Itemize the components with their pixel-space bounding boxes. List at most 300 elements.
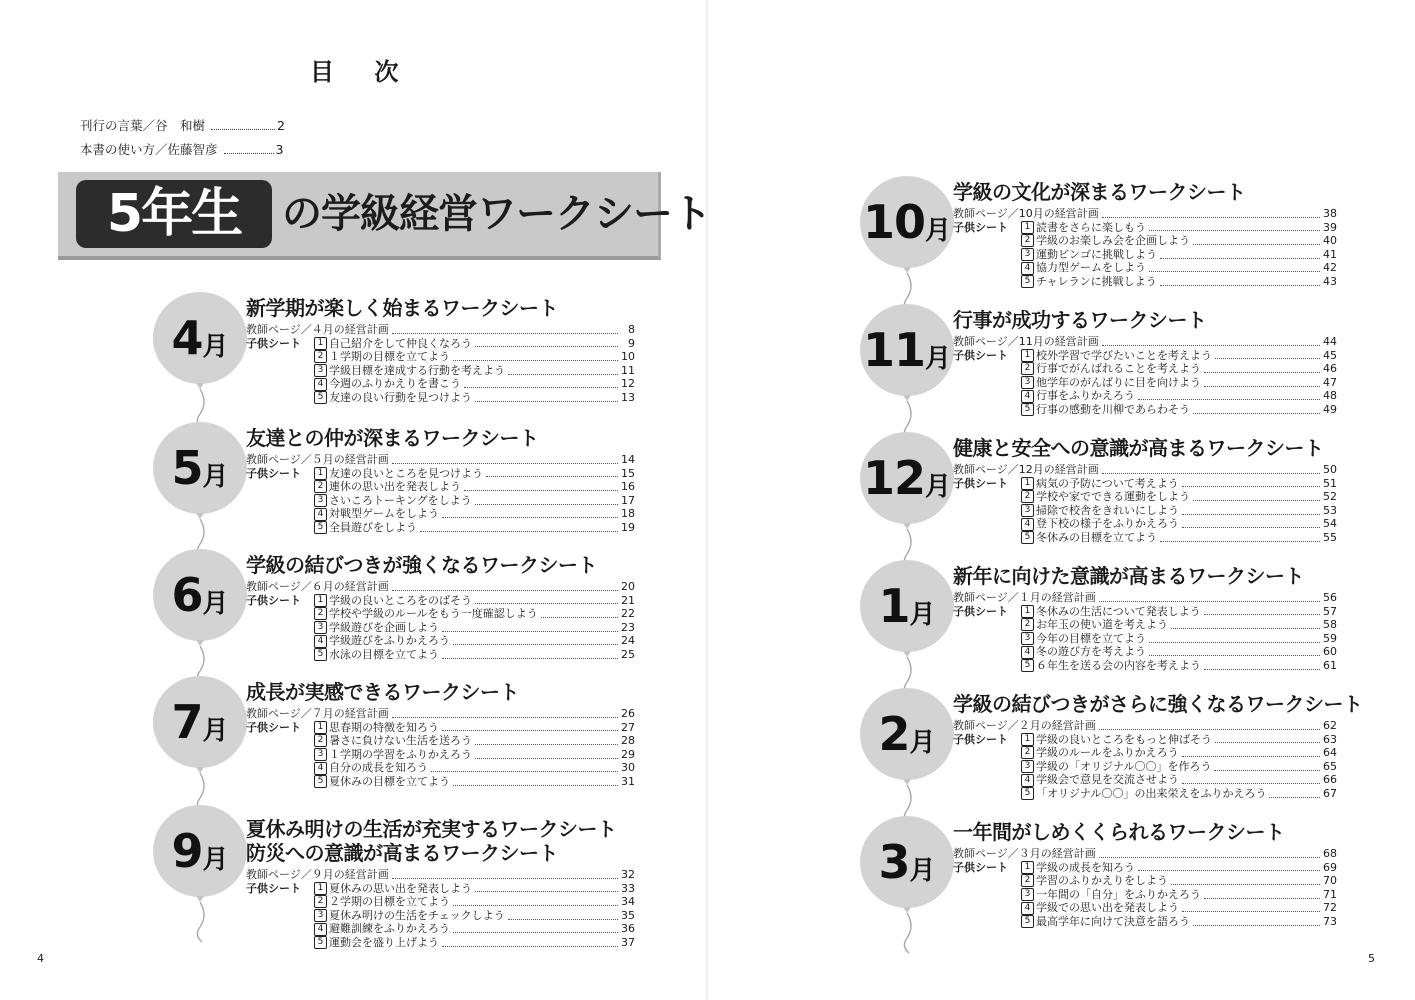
dot-leader bbox=[453, 637, 618, 645]
month-unit: 月 bbox=[909, 727, 936, 758]
child-sheet-entry[interactable] bbox=[953, 645, 1337, 659]
entry-list bbox=[953, 335, 1337, 417]
month-unit: 月 bbox=[202, 331, 229, 362]
item-number-box: 5 bbox=[1021, 659, 1034, 672]
section-title[interactable]: 一年間がしめくくられるワークシート bbox=[953, 820, 1285, 844]
teacher-page-entry[interactable] bbox=[953, 847, 1337, 861]
dot-leader bbox=[1182, 479, 1320, 487]
item-number-box: 3 bbox=[1021, 632, 1034, 645]
dot-leader bbox=[475, 497, 618, 505]
entry-text: 他学年のがんばりに目を向けよう bbox=[1036, 375, 1201, 389]
section-title[interactable]: 新年に向けた意識が高まるワークシート bbox=[953, 564, 1304, 588]
entry-text: 学級の「オリジナル〇〇」を作ろう bbox=[1036, 759, 1212, 773]
entry-text: 冬休みの生活について発表しよう bbox=[1036, 604, 1201, 618]
section-title[interactable]: 防災への意識が高まるワークシート bbox=[246, 841, 558, 865]
child-sheet-entry[interactable] bbox=[246, 494, 635, 508]
entry-text: ６年生を送る会の内容を考えよう bbox=[1036, 658, 1201, 672]
section-title[interactable]: 学級の結びつきが強くなるワークシート bbox=[246, 553, 597, 577]
child-sheet-entry[interactable] bbox=[953, 888, 1337, 902]
child-sheet-entry[interactable] bbox=[246, 922, 635, 936]
child-sheet-entry[interactable] bbox=[246, 364, 635, 378]
front-matter-entry[interactable] bbox=[80, 140, 283, 158]
child-sheet-entry[interactable] bbox=[953, 787, 1337, 801]
entry-text: 友達の良い行動を見つけよう bbox=[329, 390, 472, 404]
teacher-page-entry[interactable] bbox=[246, 580, 635, 594]
child-sheet-entry[interactable] bbox=[246, 909, 635, 923]
child-sheet-entry[interactable] bbox=[246, 634, 635, 648]
item-number-box: 4 bbox=[314, 508, 327, 521]
month-unit: 月 bbox=[202, 715, 229, 746]
child-sheet-entry[interactable] bbox=[246, 521, 635, 535]
child-sheet-entry[interactable] bbox=[953, 861, 1337, 875]
teacher-page-entry[interactable] bbox=[953, 335, 1337, 349]
child-sheet-entry[interactable] bbox=[953, 901, 1337, 915]
teacher-page-entry[interactable] bbox=[246, 707, 635, 721]
entry-page: 40 bbox=[1323, 234, 1337, 248]
entry-text: １学期の学習をふりかえろう bbox=[329, 747, 472, 761]
month-number: 11 bbox=[862, 323, 925, 377]
child-sheet-entry[interactable] bbox=[246, 621, 635, 635]
month-label bbox=[857, 686, 957, 782]
month-unit: 月 bbox=[909, 599, 936, 630]
entry-text: 掃除で校舎をきれいにしよう bbox=[1036, 503, 1179, 517]
child-sheet-entry[interactable] bbox=[953, 632, 1337, 646]
entry-page: 27 bbox=[621, 720, 635, 734]
entry-text: 登下校の様子をふりかえろう bbox=[1036, 517, 1179, 531]
item-number-box: 1 bbox=[1021, 349, 1034, 362]
entry-page: 54 bbox=[1323, 517, 1337, 531]
dot-leader bbox=[453, 778, 618, 786]
child-sheet-entry[interactable] bbox=[953, 275, 1337, 289]
row-tag: 子供シート bbox=[953, 604, 1008, 618]
row-tag: 子供シート bbox=[246, 881, 301, 895]
item-number-box: 2 bbox=[1021, 618, 1034, 631]
grade-badge: 5年生 bbox=[76, 180, 272, 248]
entry-text: 夏休み明けの生活をチェックしよう bbox=[329, 908, 505, 922]
dot-leader bbox=[1149, 635, 1320, 643]
month-number: 9 bbox=[171, 824, 203, 878]
item-number-box: 2 bbox=[1021, 362, 1034, 375]
entry-page: 25 bbox=[621, 647, 635, 661]
month-content bbox=[246, 296, 635, 405]
dot-leader bbox=[1149, 648, 1320, 656]
teacher-page-entry[interactable] bbox=[953, 591, 1337, 605]
entry-page: 55 bbox=[1323, 530, 1337, 544]
row-tag: 子供シート bbox=[953, 220, 1008, 234]
row-tag: 子供シート bbox=[246, 593, 301, 607]
entry-page: 29 bbox=[621, 747, 635, 761]
entry-list bbox=[953, 591, 1337, 673]
entry-page: 10 bbox=[621, 350, 635, 364]
child-sheet-entry[interactable] bbox=[953, 733, 1337, 747]
child-sheet-entry[interactable] bbox=[953, 389, 1337, 403]
entry-page: 21 bbox=[621, 593, 635, 607]
entry-text: 夏休みの目標を立てよう bbox=[329, 774, 450, 788]
child-sheet-entry[interactable] bbox=[953, 915, 1337, 929]
dot-leader bbox=[392, 456, 618, 464]
month-unit: 月 bbox=[909, 855, 936, 886]
dot-leader bbox=[475, 884, 618, 892]
entry-page: 8 bbox=[628, 323, 635, 336]
entry-text: お年玉の使い道を考えよう bbox=[1036, 618, 1168, 632]
child-sheet-entry[interactable] bbox=[953, 362, 1337, 376]
page-title: 目 次 bbox=[310, 58, 415, 86]
item-number-box: 1 bbox=[1021, 733, 1034, 746]
dot-leader bbox=[1138, 863, 1320, 871]
entry-text: 学級での思い出を発表しよう bbox=[1036, 901, 1179, 915]
dot-leader bbox=[453, 353, 618, 361]
dot-leader bbox=[508, 912, 618, 920]
entry-page: 9 bbox=[628, 336, 635, 350]
row-tag: 子供シート bbox=[953, 348, 1008, 362]
child-sheet-entry[interactable] bbox=[953, 261, 1337, 275]
dot-leader bbox=[1215, 351, 1320, 359]
entry-page: 18 bbox=[621, 507, 635, 521]
item-number-box: 2 bbox=[314, 350, 327, 363]
dot-leader bbox=[1204, 891, 1320, 899]
dot-leader bbox=[486, 469, 618, 477]
child-sheet-entry[interactable] bbox=[246, 721, 635, 735]
child-sheet-entry[interactable] bbox=[953, 349, 1337, 363]
item-number-box: 4 bbox=[314, 635, 327, 648]
banner-title: の学級経営ワークシート bbox=[282, 191, 711, 237]
item-number-box: 1 bbox=[314, 467, 327, 480]
dot-leader bbox=[464, 380, 618, 388]
entry-page: 50 bbox=[1323, 463, 1337, 476]
item-number-box: 1 bbox=[314, 594, 327, 607]
entry-page: 53 bbox=[1323, 503, 1337, 517]
teacher-page-entry[interactable] bbox=[953, 207, 1337, 221]
entry-page: 45 bbox=[1323, 348, 1337, 362]
month-number: 7 bbox=[171, 695, 203, 749]
entry-page: 39 bbox=[1323, 220, 1337, 234]
item-number-box: 4 bbox=[314, 923, 327, 936]
dot-leader bbox=[475, 596, 618, 604]
child-sheet-entry[interactable] bbox=[246, 775, 635, 789]
month-number: 12 bbox=[862, 451, 925, 505]
entry-page: 36 bbox=[621, 922, 635, 936]
section-title[interactable]: 行事が成功するワークシート bbox=[953, 308, 1207, 332]
dot-leader bbox=[453, 925, 618, 933]
item-number-box: 2 bbox=[1021, 490, 1034, 503]
entry-page: 42 bbox=[1323, 261, 1337, 275]
child-sheet-entry[interactable] bbox=[246, 882, 635, 896]
entry-text: 学級遊びを企画しよう bbox=[329, 620, 439, 634]
front-matter-entry[interactable] bbox=[80, 116, 285, 134]
entry-text: さいころトーキングをしよう bbox=[329, 493, 472, 507]
entry-page: 22 bbox=[621, 607, 635, 621]
item-number-box: 5 bbox=[314, 775, 327, 788]
balloon-string bbox=[197, 902, 204, 942]
month-content bbox=[953, 564, 1337, 673]
month-label bbox=[150, 290, 250, 386]
item-number-box: 4 bbox=[1021, 646, 1034, 659]
dot-leader bbox=[442, 723, 618, 731]
dot-leader bbox=[1204, 365, 1320, 373]
page-number-left: 4 bbox=[37, 952, 44, 965]
child-sheet-entry[interactable] bbox=[953, 490, 1337, 504]
child-sheet-entry[interactable] bbox=[953, 746, 1337, 760]
item-number-box: 3 bbox=[314, 909, 327, 922]
month-block bbox=[857, 430, 1337, 550]
entry-text: 協力型ゲームをしよう bbox=[1036, 261, 1146, 275]
entry-page: 44 bbox=[1323, 335, 1337, 348]
dot-leader bbox=[464, 483, 618, 491]
entry-page: 19 bbox=[621, 520, 635, 534]
entry-page: 43 bbox=[1323, 274, 1337, 288]
child-sheet-entry[interactable] bbox=[953, 403, 1337, 417]
entry-page: 35 bbox=[621, 908, 635, 922]
child-sheet-entry[interactable] bbox=[953, 773, 1337, 787]
month-label bbox=[150, 803, 250, 899]
entry-text: 冬の遊び方を考えよう bbox=[1036, 645, 1146, 659]
entry-page: 28 bbox=[621, 734, 635, 748]
section-title[interactable]: 学級の結びつきがさらに強くなるワークシート bbox=[953, 692, 1363, 716]
entry-text: チャレランに挑戦しよう bbox=[1036, 274, 1157, 288]
section-title[interactable]: 健康と安全への意識が高まるワークシート bbox=[953, 436, 1324, 460]
dot-leader bbox=[1182, 507, 1320, 515]
entry-page: 66 bbox=[1323, 773, 1337, 787]
dot-leader bbox=[1099, 594, 1320, 602]
child-sheet-entry[interactable] bbox=[246, 734, 635, 748]
entry-list bbox=[246, 580, 635, 662]
entry-page: 33 bbox=[621, 881, 635, 895]
item-number-box: 4 bbox=[314, 378, 327, 391]
child-sheet-entry[interactable] bbox=[953, 874, 1337, 888]
child-sheet-entry[interactable] bbox=[953, 248, 1337, 262]
child-sheet-entry[interactable] bbox=[246, 748, 635, 762]
entry-text: 教師ページ／12月の経営計画 bbox=[953, 463, 1099, 476]
child-sheet-entry[interactable] bbox=[246, 350, 635, 364]
month-number: 6 bbox=[171, 568, 203, 622]
child-sheet-entry[interactable] bbox=[246, 607, 635, 621]
dot-leader bbox=[1160, 278, 1320, 286]
entry-text: 教師ページ／１月の経営計画 bbox=[953, 591, 1096, 604]
section-title[interactable]: 友達との仲が深まるワークシート bbox=[246, 426, 539, 450]
item-number-box: 4 bbox=[1021, 390, 1034, 403]
item-number-box: 1 bbox=[1021, 861, 1034, 874]
entry-text: 教師ページ／４月の経営計画 bbox=[246, 323, 389, 336]
month-block bbox=[857, 302, 1337, 422]
dot-leader bbox=[1102, 210, 1320, 218]
child-sheet-entry[interactable] bbox=[246, 761, 635, 775]
entry-text: 教師ページ／６月の経営計画 bbox=[246, 580, 389, 593]
entry-text: 学習のふりかえりをしよう bbox=[1036, 874, 1168, 888]
dot-leader bbox=[392, 583, 618, 591]
month-content bbox=[953, 436, 1337, 545]
entry-text: 学校や家でできる運動をしよう bbox=[1036, 490, 1190, 504]
section-title[interactable]: 学級の文化が深まるワークシート bbox=[953, 180, 1246, 204]
entry-page: 67 bbox=[1323, 786, 1337, 800]
entry-text: 学級の良いところをもっと伸ばそう bbox=[1036, 732, 1212, 746]
month-number: 2 bbox=[878, 707, 910, 761]
entry-text: 学級遊びをふりかえろう bbox=[329, 634, 450, 648]
month-content bbox=[246, 680, 635, 789]
child-sheet-entry[interactable] bbox=[953, 605, 1337, 619]
entry-page: 57 bbox=[1323, 604, 1337, 618]
dot-leader bbox=[475, 339, 618, 347]
child-sheet-entry[interactable] bbox=[246, 391, 635, 405]
month-number: 1 bbox=[878, 579, 910, 633]
dot-leader bbox=[442, 651, 618, 659]
entry-text: 最高学年に向けて決意を語ろう bbox=[1036, 914, 1190, 928]
entry-list bbox=[953, 207, 1337, 289]
dot-leader bbox=[1182, 749, 1320, 757]
item-number-box: 1 bbox=[314, 337, 327, 350]
entry-text: 自己紹介をして仲良くなろう bbox=[329, 336, 472, 350]
entry-page: 34 bbox=[621, 895, 635, 909]
dot-leader bbox=[1215, 735, 1320, 743]
entry-page: 24 bbox=[621, 634, 635, 648]
row-tag: 子供シート bbox=[246, 466, 301, 480]
month-block bbox=[857, 686, 1363, 806]
dot-leader bbox=[1182, 776, 1320, 784]
dot-leader bbox=[1102, 338, 1320, 346]
item-number-box: 3 bbox=[1021, 504, 1034, 517]
entry-text: 一年間の「自分」をふりかえろう bbox=[1036, 887, 1201, 901]
month-unit: 月 bbox=[925, 215, 952, 246]
child-sheet-entry[interactable] bbox=[246, 648, 635, 662]
child-sheet-entry[interactable] bbox=[953, 760, 1337, 774]
entry-page: 14 bbox=[621, 453, 635, 466]
dot-leader bbox=[224, 145, 274, 154]
entry-page: 60 bbox=[1323, 645, 1337, 659]
dot-leader bbox=[1149, 223, 1320, 231]
teacher-page-entry[interactable] bbox=[953, 719, 1337, 733]
teacher-page-entry[interactable] bbox=[246, 453, 635, 467]
item-number-box: 2 bbox=[314, 607, 327, 620]
page-number-right: 5 bbox=[1368, 952, 1375, 965]
child-sheet-entry[interactable] bbox=[953, 376, 1337, 390]
entry-page: 52 bbox=[1323, 490, 1337, 504]
item-number-box: 1 bbox=[314, 882, 327, 895]
month-unit: 月 bbox=[202, 461, 229, 492]
item-number-box: 2 bbox=[1021, 874, 1034, 887]
entry-page: 46 bbox=[1323, 362, 1337, 376]
entry-text: 行事の感動を川柳であらわそう bbox=[1036, 402, 1190, 416]
dot-leader bbox=[1182, 520, 1320, 528]
child-sheet-entry[interactable] bbox=[246, 480, 635, 494]
child-sheet-entry[interactable] bbox=[953, 531, 1337, 545]
section-title[interactable]: 新学期が楽しく始まるワークシート bbox=[246, 296, 558, 320]
child-sheet-entry[interactable] bbox=[953, 504, 1337, 518]
dot-leader bbox=[1099, 722, 1320, 730]
item-number-box: 4 bbox=[1021, 774, 1034, 787]
child-sheet-entry[interactable] bbox=[246, 936, 635, 950]
entry-page: 13 bbox=[621, 390, 635, 404]
entry-page: 38 bbox=[1323, 207, 1337, 220]
dot-leader bbox=[1171, 621, 1320, 629]
month-number: 3 bbox=[878, 835, 910, 889]
item-number-box: 1 bbox=[1021, 605, 1034, 618]
dot-leader bbox=[1138, 392, 1320, 400]
item-number-box: 2 bbox=[314, 480, 327, 493]
entry-text: 今週のふりかえりを書こう bbox=[329, 377, 461, 391]
month-number: 10 bbox=[862, 195, 925, 249]
item-number-box: 2 bbox=[1021, 234, 1034, 247]
entry-text: 今年の目標を立てよう bbox=[1036, 631, 1146, 645]
dot-leader bbox=[1193, 918, 1320, 926]
entry-text: 行事でがんばれることを考えよう bbox=[1036, 362, 1201, 376]
dot-leader bbox=[442, 510, 618, 518]
month-content bbox=[953, 820, 1337, 929]
month-block bbox=[150, 547, 635, 667]
month-block bbox=[857, 558, 1337, 678]
entry-page: 62 bbox=[1323, 719, 1337, 732]
row-tag: 子供シート bbox=[953, 732, 1008, 746]
item-number-box: 3 bbox=[314, 621, 327, 634]
front-matter-page: 3 bbox=[275, 141, 284, 157]
entry-list bbox=[246, 323, 635, 405]
month-label bbox=[150, 547, 250, 643]
entry-page: 51 bbox=[1323, 476, 1337, 490]
teacher-page-entry[interactable] bbox=[953, 463, 1337, 477]
entry-list bbox=[246, 453, 635, 535]
entry-text: 「オリジナル〇〇」の出来栄えをふりかえろう bbox=[1036, 786, 1267, 800]
month-content bbox=[246, 817, 635, 950]
entry-text: 学校や学級のルールをもう一度確認しよう bbox=[329, 607, 538, 621]
entry-text: 自分の成長を知ろう bbox=[329, 761, 428, 775]
dot-leader bbox=[431, 764, 618, 772]
front-matter-page: 2 bbox=[277, 117, 285, 133]
month-label bbox=[150, 420, 250, 516]
child-sheet-entry[interactable] bbox=[246, 507, 635, 521]
child-sheet-entry[interactable] bbox=[953, 234, 1337, 248]
item-number-box: 4 bbox=[1021, 518, 1034, 531]
item-number-box: 2 bbox=[314, 734, 327, 747]
dot-leader bbox=[392, 710, 618, 718]
child-sheet-entry[interactable] bbox=[953, 659, 1337, 673]
month-label bbox=[857, 558, 957, 654]
dot-leader bbox=[475, 751, 618, 759]
entry-page: 49 bbox=[1323, 402, 1337, 416]
child-sheet-entry[interactable] bbox=[953, 618, 1337, 632]
child-sheet-entry[interactable] bbox=[246, 467, 635, 481]
child-sheet-entry[interactable] bbox=[953, 517, 1337, 531]
entry-text: 校外学習で学びたいことを考えよう bbox=[1036, 348, 1212, 362]
child-sheet-entry[interactable] bbox=[953, 477, 1337, 491]
dot-leader bbox=[1193, 237, 1320, 245]
item-number-box: 4 bbox=[1021, 262, 1034, 275]
dot-leader bbox=[1214, 763, 1320, 771]
child-sheet-entry[interactable] bbox=[246, 337, 635, 351]
month-block bbox=[857, 814, 1337, 934]
dot-leader bbox=[211, 121, 275, 130]
teacher-page-entry[interactable] bbox=[246, 323, 635, 337]
entry-page: 31 bbox=[621, 774, 635, 788]
entry-text: 友達の良いところを見つけよう bbox=[329, 466, 483, 480]
section-title[interactable]: 夏休み明けの生活が充実するワークシート bbox=[246, 817, 617, 841]
item-number-box: 3 bbox=[1021, 248, 1034, 261]
entry-text: ２学期の目標を立てよう bbox=[329, 895, 450, 909]
child-sheet-entry[interactable] bbox=[246, 594, 635, 608]
child-sheet-entry[interactable] bbox=[246, 377, 635, 391]
dot-leader bbox=[1204, 607, 1320, 615]
teacher-page-entry[interactable] bbox=[246, 868, 635, 882]
entry-text: 病気の予防について考えよう bbox=[1036, 476, 1179, 490]
child-sheet-entry[interactable] bbox=[953, 221, 1337, 235]
page-spine bbox=[706, 0, 708, 1000]
dot-leader bbox=[1204, 662, 1320, 670]
entry-text: 運動会を盛り上げよう bbox=[329, 935, 439, 949]
item-number-box: 5 bbox=[1021, 403, 1034, 416]
entry-page: 58 bbox=[1323, 618, 1337, 632]
section-title[interactable]: 成長が実感できるワークシート bbox=[246, 680, 519, 704]
child-sheet-entry[interactable] bbox=[246, 895, 635, 909]
item-number-box: 5 bbox=[314, 936, 327, 949]
entry-text: 教師ページ／10月の経営計画 bbox=[953, 207, 1099, 220]
item-number-box: 5 bbox=[314, 648, 327, 661]
